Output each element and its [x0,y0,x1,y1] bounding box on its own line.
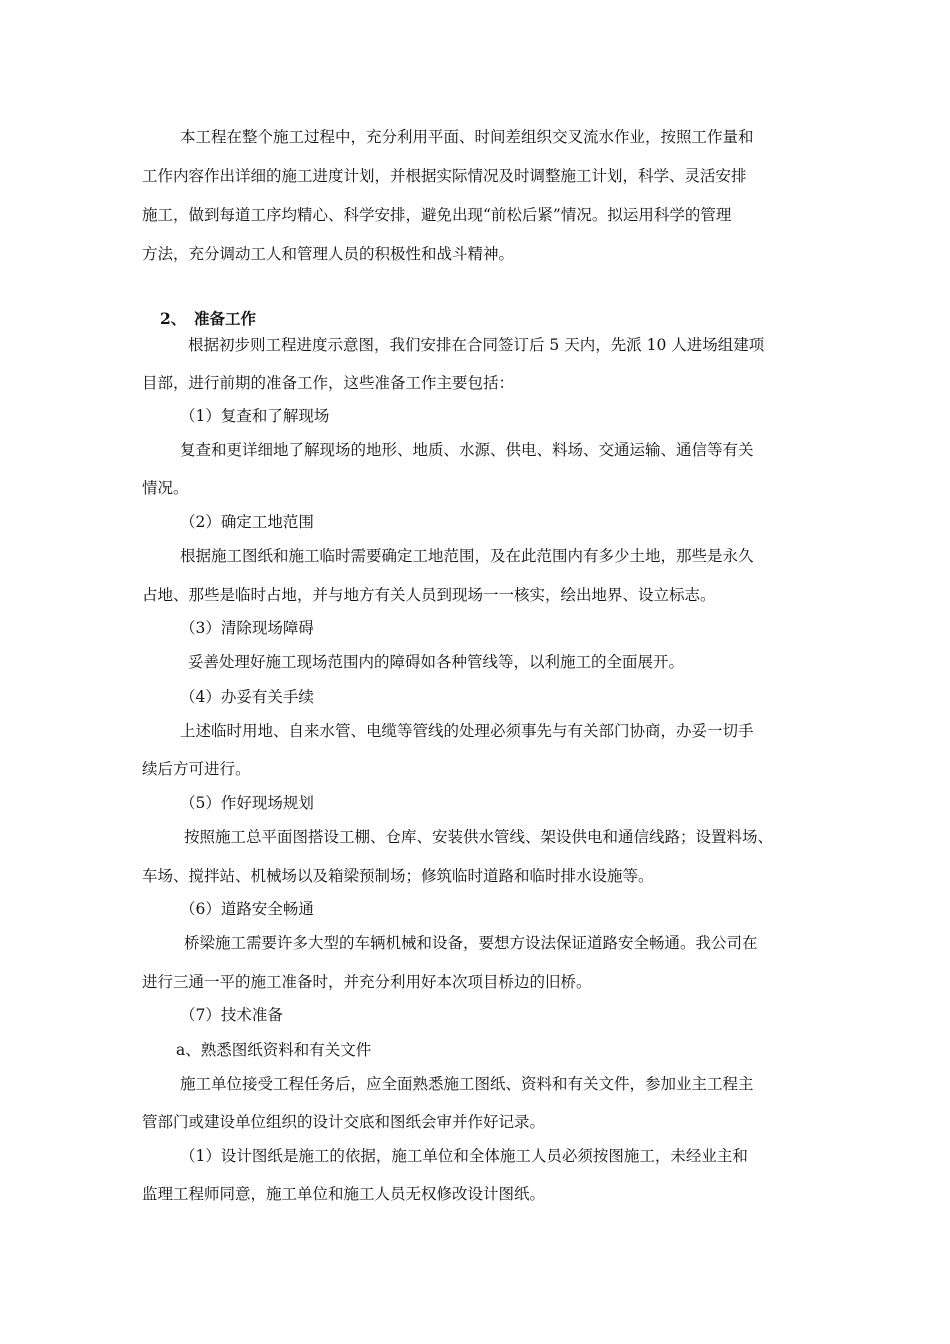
item-label: （1）复查和了解现场 [180,407,330,425]
section-title: 准备工作 [194,309,257,328]
section-intro-line: 根据初步则工程进度示意图，我们安排在合同签订后 5 天内，先派 10 人进场组建项 [188,336,765,354]
item-line: 上述临时用地、自来水管、电缆等管线的处理必须事先与有关部门协商，办妥一切手 [180,722,754,740]
tech-para-line: 施工单位接受工程任务后，应全面熟悉施工图纸、资料和有关文件，参加业主工程主 [180,1075,754,1093]
item-line: 情况。 [142,479,189,497]
item-line: 复查和更详细地了解现场的地形、地质、水源、供电、料场、交通运输、通信等有关 [180,441,754,459]
item-line: 占地、那些是临时占地，并与地方有关人员到现场一一核实，绘出地界、设立标志。 [142,586,716,604]
intro-line: 本工程在整个施工过程中，充分利用平面、时间差组织交叉流水作业，按照工作量和 [180,128,754,146]
intro-line: 施工，做到每道工序均精心、科学安排，避免出现“前松后紧”情况。拟运用科学的管理 [142,206,732,224]
item-label: （2）确定工地范围 [180,513,314,531]
intro-line: 方法，充分调动工人和管理人员的积极性和战斗精神。 [142,245,515,263]
intro-line: 工作内容作出详细的施工进度计划，并根据实际情况及时调整施工计划，科学、灵活安排 [142,167,747,185]
section-intro-line: 目部，进行前期的准备工作，这些准备工作主要包括： [142,374,515,392]
item-line: 进行三通一平的施工准备时，并充分利用好本次项目桥边的旧桥。 [142,973,592,991]
tech-para-line: 监理工程师同意，施工单位和施工人员无权修改设计图纸。 [142,1185,546,1203]
item-line: 按照施工总平面图搭设工棚、仓库、安装供水管线、架设供电和通信线路；设置料场、 [184,828,774,846]
item-label: （4）办妥有关手续 [180,688,314,706]
section-number: 2、 [160,309,187,328]
item-line: 桥梁施工需要许多大型的车辆机械和设备，要想方设法保证道路安全畅通。我公司在 [184,934,758,952]
item-label: （7）技术准备 [180,1006,283,1024]
tech-para-line: 管部门或建设单位组织的设计交底和图纸会审并作好记录。 [142,1113,546,1131]
item-line: 续后方可进行。 [142,760,251,778]
item-label: （5）作好现场规划 [180,794,314,812]
item-label: （3）清除现场障碍 [180,619,314,637]
sub-label: a、熟悉图纸资料和有关文件 [176,1041,372,1059]
item-label: （6）道路安全畅通 [180,900,314,918]
tech-para-line: （1）设计图纸是施工的依据，施工单位和全体施工人员必须按图施工，未经业主和 [180,1147,748,1165]
item-line: 妥善处理好施工现场范围内的障碍如各种管线等，以利施工的全面展开。 [188,653,685,671]
item-line: 根据施工图纸和施工临时需要确定工地范围，及在此范围内有多少土地，那些是永久 [180,547,754,565]
item-line: 车场、搅拌站、机械场以及箱梁预制场；修筑临时道路和临时排水设施等。 [142,867,654,885]
